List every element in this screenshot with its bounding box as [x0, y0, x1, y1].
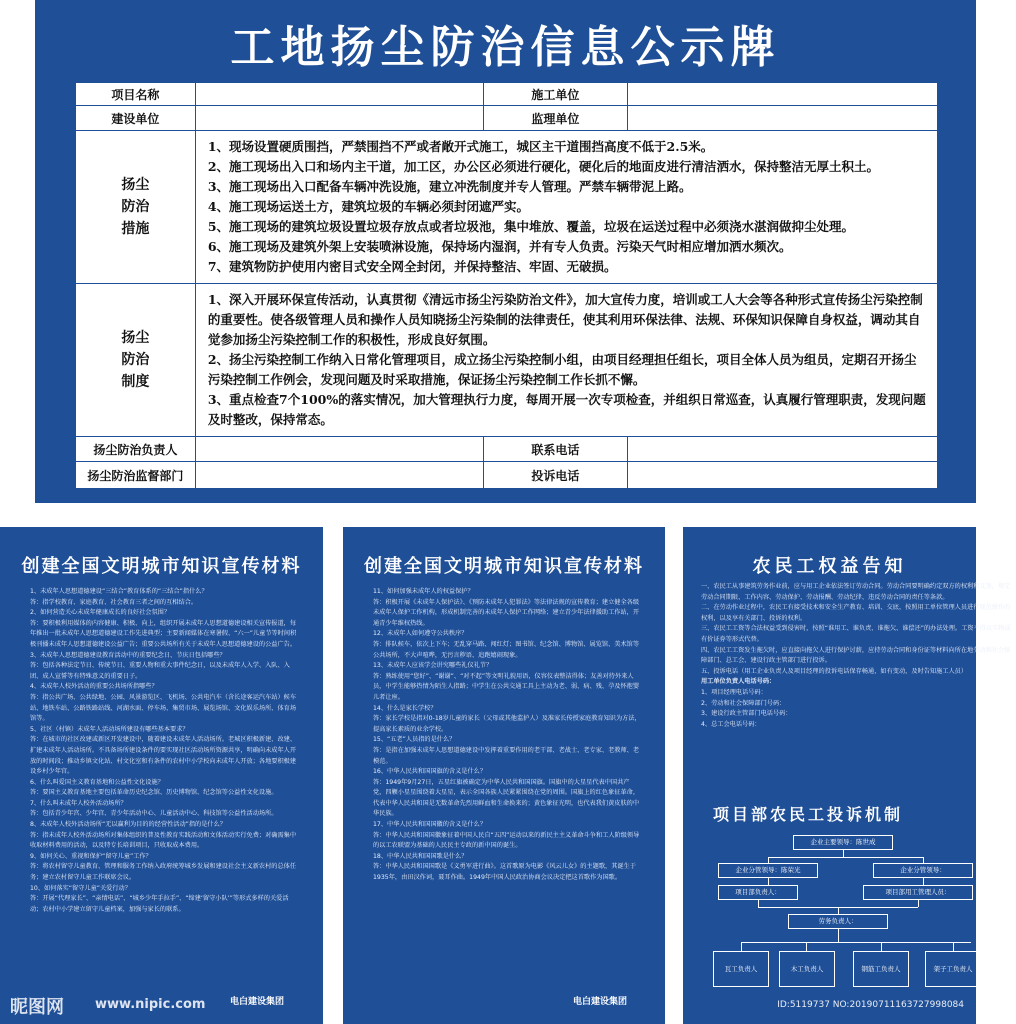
paragraph: 12、未成年人如何遵守公共秩序？: [373, 630, 468, 638]
table-row: [76, 106, 938, 131]
paragraph: 答：要国主义教育基地主要包括革命历史纪念馆、历史博物馆、纪念馆等公益性文化设施。: [30, 789, 278, 797]
paragraph: 13、未成年人应该学会讲究哪些礼仪礼节？: [373, 662, 493, 670]
panel-footer: 电白建设集团: [230, 997, 285, 1007]
org-leaf-box: 瓦工负责人: [713, 951, 769, 987]
propaganda-panel-1: [0, 527, 323, 1024]
contact-phone-value: [628, 437, 938, 462]
measure-item: 4、施工现场运送土方，建筑垃圾的车辆必须封闭遮严实。: [207, 199, 530, 214]
paragraph: 答：包括青少年宫、少年宫、青少年活动中心、儿童活动中心、科技馆等公益性活动场所。: [30, 810, 278, 818]
paragraph: 答：开展“代理家长”、“亲情电话”、“城乡少年手拉手”、“缔建‘留守小队’”等形式多样的关爱活动；农村中小学建立留守儿童档案，加强与家长的联系。: [30, 895, 289, 913]
panel-title: 农民工权益告知: [752, 556, 907, 577]
measure-item: 6、施工现场及建筑外架上安装喷淋设施，保持场内湿润，并有专人负责。污染天气时相应增加洒水频次。: [207, 239, 792, 254]
measure-item: 3、施工现场出入口配备车辆冲洗设施，建立冲洗制度并专人管理。严禁车辆带泥上路。: [207, 179, 692, 194]
paragraph: 用工单位负责人电话号码：: [701, 678, 776, 686]
org-connector: [838, 928, 839, 942]
org-connector: [918, 899, 919, 907]
measure-item: 5、施工现场的建筑垃圾设置垃圾存放点或者垃圾池，集中堆放、覆盖，垃圾在运送过程中必须浇水湛润做抑尘处理。: [207, 219, 855, 234]
construction-unit-value: [628, 83, 938, 106]
developer-label: 建设单位: [76, 106, 196, 131]
paragraph: 四、农民工工资发生拖欠时，应直接向拖欠人进行保护讨薪，应持劳动合同和身份证等材料向所在地劳动和社会保障部门、总工会、建设行政主管部门进行投诉。: [701, 646, 1011, 665]
org-center-box: 劳务负责人：: [788, 914, 888, 929]
responsible-value: [195, 437, 483, 462]
paragraph: 三、农民工工资等合法权益受到侵害时，按照“谁用工、谁负责、谁拖欠、谁偿还”的办法处理。工资不得以实物或有价证券等形式代替。: [701, 625, 1011, 643]
measure-item: 2、施工现场出入口和场内主干道，加工区，办公区必须进行硬化，硬化后的地面皮进行清洁洒水，保持整洁无厚土积土。: [207, 159, 880, 174]
propaganda-panel-2: [343, 527, 665, 1024]
table-row: [76, 437, 938, 462]
org-connector: [741, 942, 971, 943]
panel-text: [373, 587, 641, 884]
org-leaf-box: 钢筋工负责人: [853, 951, 909, 987]
system-item: 3、重点检查7个100%的落实情况，加大管理执行力度，每周开展一次专项检查，并组织日常巡查，认真履行管理职责，发现问题及时整改，保持常态。: [207, 392, 926, 427]
panel-title: 创建全国文明城市知识宣传材料: [364, 556, 644, 577]
panel-text: [701, 582, 1016, 730]
paragraph: 14、什么是家长学校？: [373, 704, 437, 712]
org-connector: [838, 907, 839, 914]
measures-label: 扬尘 防治 措施: [76, 131, 196, 284]
paragraph: 9、如何关心、重视和保护“留守儿童”工作？: [30, 852, 152, 860]
paragraph: 一、农民工从事建筑劳务作业前，应与用工企业依法签订劳动合同。劳动合同要明确约定双方的权利和义务，规定劳动合同期限、工作内容、劳动保护、劳动报酬、劳动纪律、违反劳动合同的责任等条款。: [701, 583, 1011, 601]
org-connector: [741, 942, 742, 951]
watermark-id: ID:5119737 NO:20190711163727998084: [777, 1000, 964, 1010]
supervisor-dept-label: 扬尘防治监督部门: [76, 462, 196, 489]
paragraph: 5、社区（村镇）未成年人活动场所建设有哪些基本要求？: [30, 725, 189, 733]
paragraph: 8、未成年人校外活动场所“无以赢利为目的的经营性活动”指的是什么？: [30, 821, 226, 829]
org-right-mid-box: 企业分管领导：: [873, 863, 973, 878]
org-connector: [806, 942, 807, 951]
paragraph: 答：包括各种法定节日、传统节日、重要人物和重大事件纪念日，以及未成年人入学、入队、入团、成人宣誓等有特殊意义的重要日子。: [30, 662, 290, 680]
paragraph: 10、如何落实“留守儿童”关爱行动？: [30, 884, 131, 892]
paragraph: 答：指学校教育、家庭教育、社会教育三者之间的互相结合。: [30, 598, 198, 606]
contact-phone-label: 联系电话: [483, 437, 628, 462]
paragraph: 答：指公共广场、公共绿地、公园、风景游览区、飞机场、公共电汽车（含长途客运汽车站）候车站、地铁车站、公路铁路站线、河湖水面、停车场、集贸市场、展览场馆、文化娱乐场所、体育场馆等。: [30, 693, 297, 723]
supervisor-dept-value: [195, 462, 483, 489]
project-name-label: 项目名称: [76, 83, 196, 106]
watermark-url: www.nipic.com: [95, 997, 206, 1012]
paragraph: 3、建设行政主管部门电话号码：: [701, 710, 792, 718]
table-row: [76, 284, 938, 437]
paragraph: 4、总工会电话号码：: [701, 720, 761, 728]
paragraph: 答：中华人民共和国国徽象征着中国人民自“五四”运动以来的新民主主义革命斗争和工人阶级领导的以工农联盟为基础的人民民主专政的新中国的诞生。: [373, 831, 640, 850]
watermark: [0, 985, 976, 1024]
paragraph: 答：积极开展《未成年人保护法》、《预防未成年人犯罪法》等法律法规的宣传教育；建立健全各级未成年人保护工作机构，形成机制完善的未成年人保护工作网络；建立青少年法律援助工作站，开通青少年维权热线。: [373, 598, 640, 627]
system-label: 扬尘 防治 制度: [76, 284, 196, 437]
project-name-value: [195, 83, 483, 106]
notice-board: [35, 0, 976, 503]
measure-item: 7、建筑物防护使用内密目式安全网全封闭，并保持整洁、牢固、无破损。: [207, 259, 617, 274]
supervision-unit-value: [628, 106, 938, 131]
info-table: [75, 82, 938, 489]
system-item: 1、深入开展环保宣传活动，认真贯彻《清远市扬尘污染防治文件》，加大宣传力度，培训或工人大会等各种形式宣传扬尘污染控制的重要性。使各级管理人员和操作人员知晓扬尘污染制的法律责任，使其利用环保法律、法规、环保知识保障自身权益，调动其自觉参加扬尘污染控制工作的积极性，形成良好氛围。: [207, 292, 923, 347]
paragraph: 7、什么叫未成年人校外活动场所？: [30, 799, 127, 807]
paragraph: 1、未成年人思想道德建设“三结合”教育体系的“三结合”指什么？: [30, 588, 208, 595]
org-connector: [881, 942, 882, 951]
paragraph: 五、投诉电话（用工企业负责人及项目经理的投诉电话保存畅通，如有变动，及时告知施工人员）: [701, 667, 968, 675]
measures-content: [195, 131, 937, 284]
table-row: [76, 131, 938, 284]
paragraph: 答：是指在加强未成年人思想道德建设中发挥着重要作用的老干部、老战士、老专家、老教师、老模范。: [373, 746, 640, 765]
paragraph: 答：在城市的社区改建或新区开发建设中，随着建设未成年人活动场所。老城区积极新建、改建、扩建未成年人活动场所。不具备场所建设条件的要实现社区活动场所资源共享，明确向未成年人开放的时间段；推动乡镇文化站、村文化室和有条件的农村中小学校向未成年人开放；各地要积极建设乡村少年宫。: [30, 736, 297, 776]
supervision-unit-label: 监理单位: [483, 106, 628, 131]
org-right-low-box: 项目部用工管理人员：: [863, 885, 973, 900]
org-leaf-box: 木工负责人: [779, 951, 835, 987]
complaint-phone-label: 投诉电话: [483, 462, 628, 489]
paragraph: 二、在劳动作业过程中，农民工有接受技术和安全生产教育、培训、交底，按照用工单位管理人员进行规范操作的权利，以及享有关部门、投诉的权利。: [701, 604, 1011, 622]
paragraph: 答：熟练使用“您好”、“谢谢”、“对不起”等文明礼貌用语，仪容仪表整洁得体；友善对待外来人员，中学生能够热情为陌生人指路；中学生在公共交通工具上主动为老、弱、病、残、孕及怀抱婴儿者让座。: [373, 672, 640, 701]
paragraph: 答：家长学校是指对0-18岁儿童的家长（父母或其他监护人）及准家长传授家庭教育知识为方法，提高家长素质的业余学校。: [373, 715, 641, 733]
panel-title: 创建全国文明城市知识宣传材料: [21, 556, 302, 577]
paragraph: 18、中华人民共和国国歌是什么？: [373, 852, 468, 860]
paragraph: 2、如何营造关心未成年健康成长的良好社会氛围？: [30, 609, 171, 617]
rights-panel: [683, 527, 1011, 1024]
org-connector: [758, 899, 759, 907]
paragraph: 16、中华人民共和国国旗的含义是什么？: [373, 768, 487, 776]
org-connector: [768, 857, 923, 858]
measure-item: 1、现场设置硬质围挡，严禁围挡不严或者敞开式施工，城区主干道围挡高度不低于2.5米。: [207, 139, 714, 154]
paragraph: 答：将农村留守儿童教育、管理和服务工作纳入政府统筹城乡发展和建设社会主义新农村的总体任务；建立农村留守儿童工作联席会议。: [30, 863, 297, 882]
paragraph: 15、“五老”人员指的是什么？: [373, 736, 456, 744]
org-chart-title: 项目部农民工投诉机制: [713, 805, 904, 824]
org-connector: [923, 877, 924, 885]
org-connector: [768, 877, 769, 885]
paragraph: 答：中华人民共和国国歌是《义勇军进行曲》。这首歌原为电影《风云儿女》的主题歌，其诞生于1935年，由田汉作词，聂耳作曲。1949年中国人民政治协商会议决定把这首歌作为国歌。: [373, 863, 636, 882]
construction-unit-label: 施工单位: [483, 83, 628, 106]
watermark-logo: 昵图网: [10, 997, 64, 1018]
system-content: [195, 284, 937, 437]
board-title: 工地扬尘防治信息公示牌: [230, 22, 781, 73]
system-item: 2、扬尘污染控制工作纳入日常化管理项目，成立扬尘污染控制小组，由项目经理担任组长，项目全体人员为组员，定期召开扬尘污染控制工作例会，发现问题及时采取措施，保证扬尘污染控制工作长抓不懈。: [207, 352, 917, 387]
org-connector: [953, 942, 954, 951]
developer-value: [195, 106, 483, 131]
panel-footer: 电白建设集团: [573, 997, 628, 1007]
table-row: [76, 462, 938, 489]
paragraph: 答：排队候车，依次上下车；无乱穿马路、闯红灯；图书馆、纪念馆、博物馆、展览馆、美术馆等公共场所，不大声喧哗，无污言秽语、追跑嬉闹现象。: [373, 640, 640, 659]
paragraph: 答：要积极利用媒体的内容健康、积极、向上，组织开展未成年人思想道德建设相关宣传报道，每年推出一批未成年人思想道德建设工作先进典型；主要新闻媒体在寒暑假、“六一”儿童节等时间积极刊播未成年人思想道德建设公益广告；重要公共场所有关于未成年人思想道德建设的公益广告。: [30, 619, 297, 648]
responsible-label: 扬尘防治负责人: [76, 437, 196, 462]
org-leaf-box: 架子工负责人: [925, 951, 981, 987]
paragraph: 17、中华人民共和国国徽的含义是什么？: [373, 821, 487, 829]
org-left-low-box: 项目部负责人：: [718, 885, 798, 900]
paragraph: 4、未成年人校外活动的重要公共场所指哪些？: [30, 683, 158, 691]
paragraph: 1、项目经理电话号码：: [701, 688, 767, 696]
table-row: [76, 83, 938, 106]
paragraph: 11、如何加强未成年人的权益保护？: [373, 588, 474, 595]
paragraph: 答：1949年9月27日，五星红旗被确定为中华人民共和国国旗。国旗中的大星星代表中国共产党，四颗小星星围绕着大星星，表示全国各族人民紧紧围绕在党的周围。国旗上的红色象征革命，代表中华人民共和国是无数革命先烈用鲜血和生命换来的；黄色象征光明，也代表我们黄皮肤的中华民族。: [373, 778, 640, 818]
org-left-mid-box: 企业分管领导：陈荣光: [718, 863, 818, 878]
paragraph: 6、什么叫爱国主义教育基地和公益性文化设施？: [30, 778, 164, 786]
panel-text: [30, 587, 299, 915]
paragraph: 2、劳动和社会保障部门号码：: [701, 699, 786, 707]
paragraph: 3、未成年人思想道德建设教育活动中的重要纪念日、节庆日包括哪些？: [30, 651, 226, 659]
complaint-phone-value: [628, 462, 938, 489]
paragraph: 答：指未成年人校外活动场所对集体组织的普及性教育实践活动和文体活动实行免费；对确需集中收取材料费用的活动，以及特专长培训项目，只收取成本费用。: [30, 831, 297, 850]
org-top-box: 企业主要领导：陈世成: [793, 835, 893, 850]
